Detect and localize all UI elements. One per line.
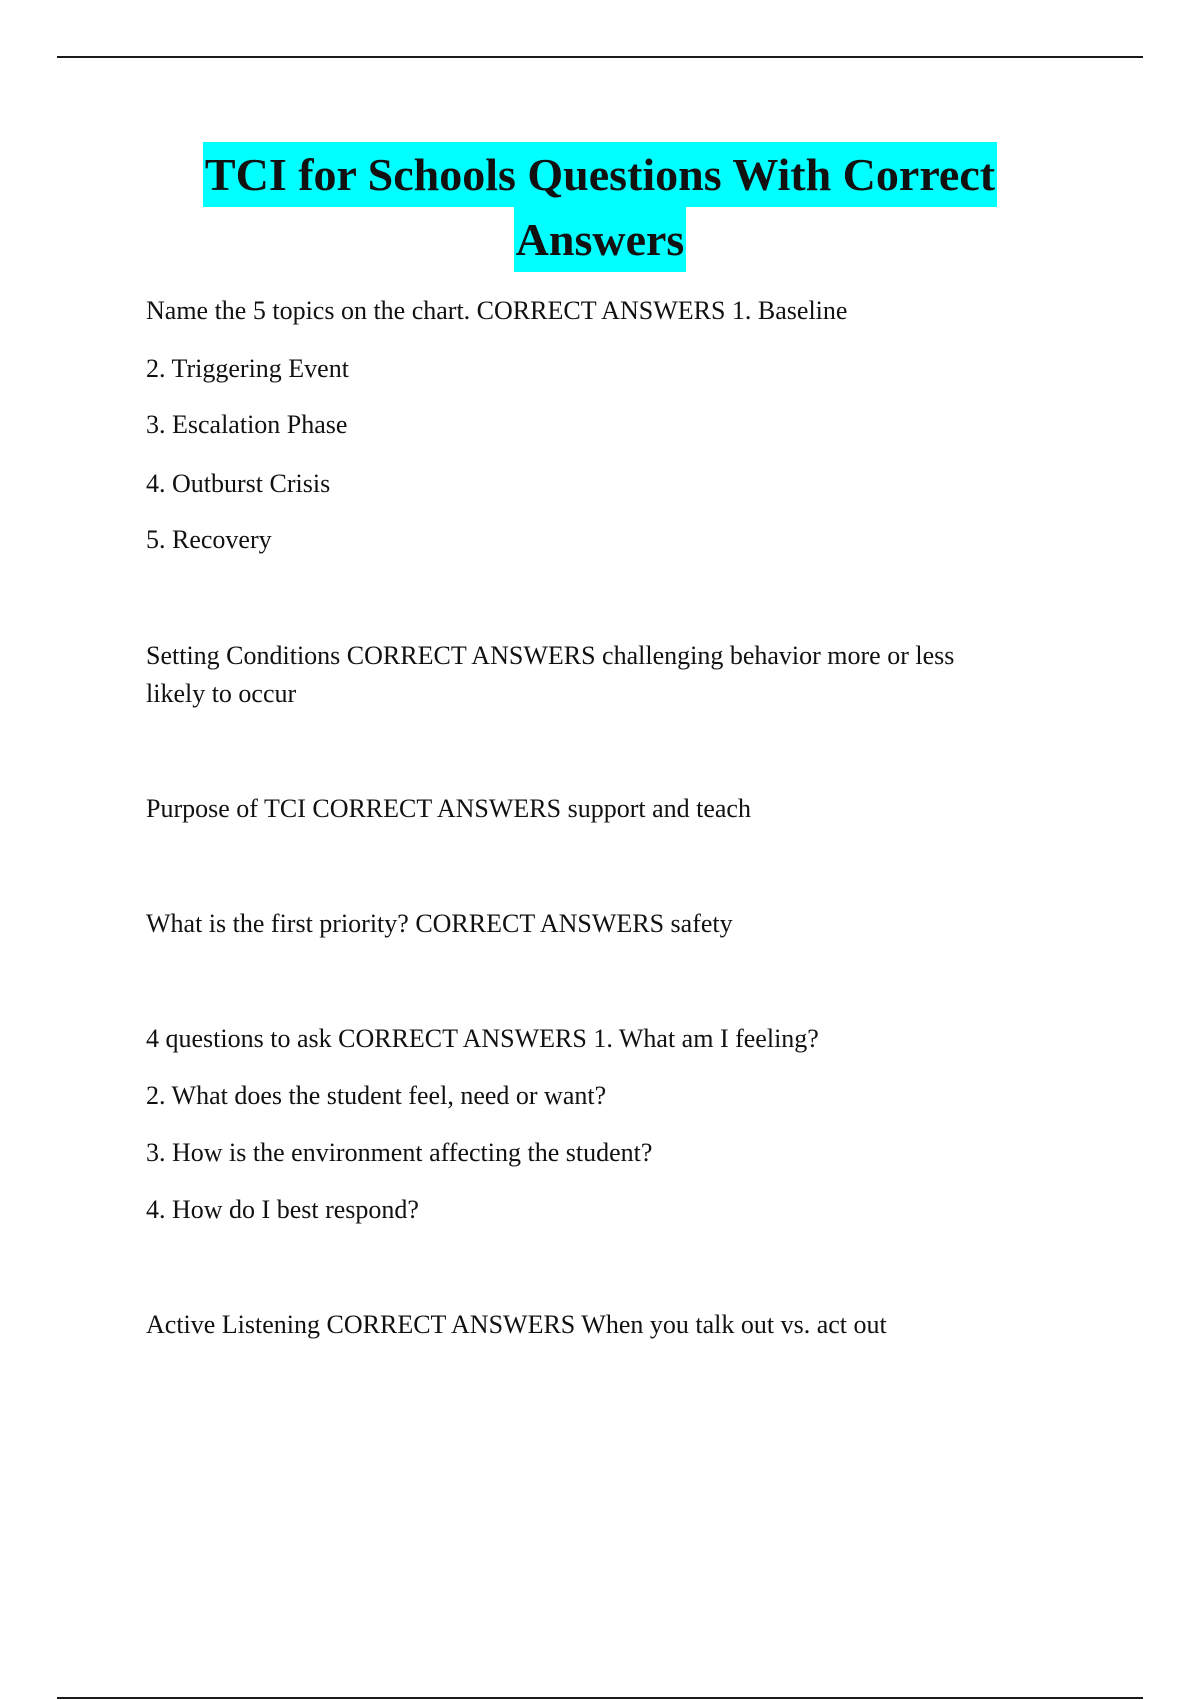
question-four-questions-line: 4 questions to ask CORRECT ANSWERS 1. What am I feeling? xyxy=(146,1024,819,1053)
title-line-1: TCI for Schools Questions With Correct xyxy=(203,142,997,207)
question-purpose-line: Purpose of TCI CORRECT ANSWERS support and teach xyxy=(146,794,751,823)
question-setting-conditions-line: Setting Conditions CORRECT ANSWERS challenging behavior more or less xyxy=(146,641,955,670)
question-priority-line: What is the first priority? CORRECT ANSWERS safety xyxy=(146,909,733,938)
answer-line: 4. Outburst Crisis xyxy=(146,469,331,498)
question-active-listening-line: Active Listening CORRECT ANSWERS When you talk out vs. act out xyxy=(146,1310,887,1339)
document-title xyxy=(0,142,1200,272)
answer-line: likely to occur xyxy=(146,679,297,708)
answer-line: 5. Recovery xyxy=(146,525,272,554)
answer-line: 2. Triggering Event xyxy=(146,354,349,383)
top-rule xyxy=(57,56,1143,58)
title-line-2: Answers xyxy=(514,207,687,272)
answer-line: 4. How do I best respond? xyxy=(146,1195,419,1224)
answer-line: 3. Escalation Phase xyxy=(146,410,348,439)
question-topics-line: Name the 5 topics on the chart. CORRECT ANSWERS 1. Baseline xyxy=(146,296,848,325)
answer-line: 3. How is the environment affecting the student? xyxy=(146,1138,653,1167)
answer-line: 2. What does the student feel, need or want? xyxy=(146,1081,607,1110)
bottom-rule xyxy=(57,1697,1143,1699)
